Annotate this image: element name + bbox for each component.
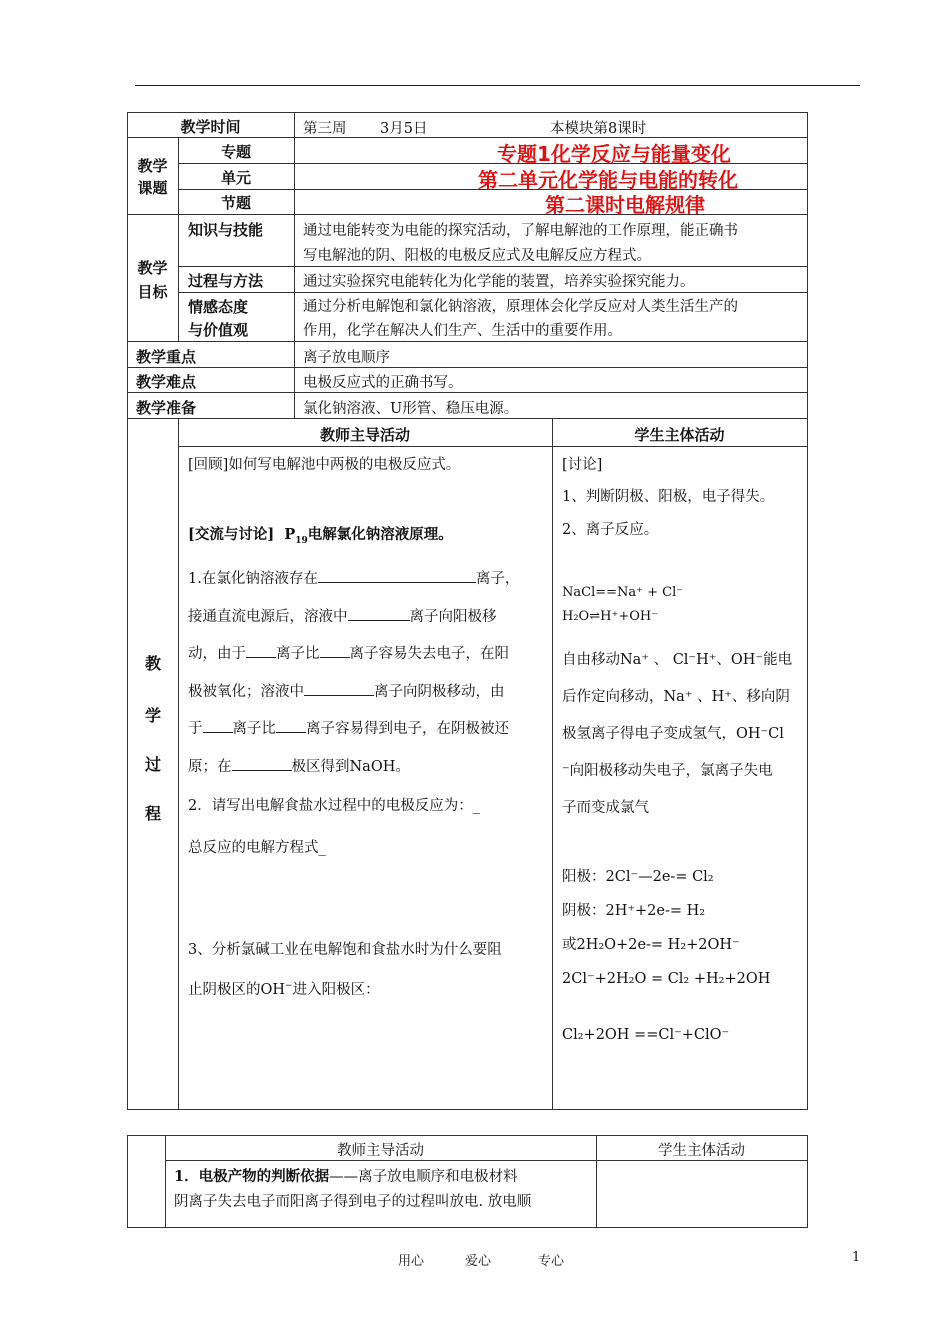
week: 第三周 <box>303 121 347 137</box>
topic-label-2: 单元 <box>220 169 251 187</box>
page-number: 1 <box>852 1250 861 1265</box>
student-point-1: 1、判断阴极、阳极，电子得失。 <box>562 489 775 505</box>
question-2: 2．请写出电解食盐水过程中的电极反应为：_ <box>188 798 480 814</box>
attitude-label: 情感态度 与价值观 <box>188 298 249 339</box>
process-label: 过程与方法 <box>188 272 264 290</box>
exchange-line: [交流与讨论] $P_{19}$电解氯化钠溶液原理。 <box>188 526 453 546</box>
equilibrium-arrow-icon: ⇌ <box>589 609 601 624</box>
lesson-number: 本模块第8课时 <box>550 121 647 137</box>
student-explanation: 自由移动Na⁺ 、 Cl⁻H⁺、OH⁻能电 后作定向移动，Na⁺ 、H⁺、移向阴 极氢离子得电子变成氢气，OH⁻Cl ⁻向阳极移动失电子，氯离子失电 子而变成氯气 <box>562 652 793 816</box>
teacher-header: 教师主导活动 <box>319 426 410 444</box>
date: 3月5日 <box>380 121 428 137</box>
process-side-2: 学 <box>145 706 162 725</box>
difficulty-value: 电极反应式的正确书写。 <box>303 375 463 391</box>
process-side-4: 程 <box>145 804 162 823</box>
top-rule <box>135 85 860 86</box>
topic-side-label: 教学 课题 <box>137 157 168 197</box>
knowledge-label: 知识与技能 <box>188 221 264 239</box>
review-text: [回顾]如何写电解池中两极的电极反应式。 <box>188 457 461 473</box>
attitude-text: 通过分析电解饱和氯化钠溶液，原理体会化学反应对人类生活生产的 作用，化学在解决人们生产、生活中的重要作用。 <box>303 299 738 339</box>
unit-title: 第二单元化学能与电能的转化 <box>478 168 738 192</box>
topic-label-1: 专题 <box>220 143 251 161</box>
process-side-3: 过 <box>145 755 162 774</box>
topic-label-3: 节题 <box>220 194 251 212</box>
time-label: 教学时间 <box>180 118 241 136</box>
focus-label: 教学重点 <box>136 348 197 366</box>
student-point-2: 2、离子反应。 <box>562 522 659 538</box>
question-3: 3、分析氯碱工业在电解饱和食盐水时为什么要阻 止阴极区的OH−进入阳极区： <box>188 942 502 998</box>
chlorine-equation: Cl₂+2OH ==Cl⁻+ClO⁻ <box>562 1027 730 1043</box>
prep-label: 教学准备 <box>136 399 197 417</box>
knowledge-text: 通过电能转变为电能的探究活动，了解电解池的工作原理，能正确书 写电解池的阴、阳极的电极反应式及电解反应方程式。 <box>303 223 738 264</box>
question-1: 1.在氯化钠溶液存在 离子， 接通直流电源后，溶液中 离子向阳极移 动，由于 离子比 离子容易失去电子，在阳 极被氧化；溶液中 离子向阴极移动，由 于 离子比 离子容易得到电子，在阴极被还 原；在 极区得到NaOH。 <box>188 561 548 786</box>
equation-nacl: NaCl==Na⁺ + Cl⁻ <box>562 585 684 600</box>
student-discuss: [讨论] <box>562 457 603 473</box>
difficulty-label: 教学难点 <box>136 373 197 391</box>
focus-value: 离子放电顺序 <box>303 350 390 366</box>
process-side-1: 教 <box>145 654 162 673</box>
table2-student-header: 学生主体活动 <box>658 1143 745 1159</box>
table2-content: 1．电极产物的判断依据——离子放电顺序和电极材料 阴离子失去电子而阳离子得到电子的过程叫放电. 放电顺 <box>174 1168 532 1210</box>
student-header: 学生主体活动 <box>634 426 725 444</box>
equation-water: H₂O⇌H⁺+OH⁻ <box>562 609 659 624</box>
prep-value: 氯化钠溶液、U形管、稳压电源。 <box>303 401 519 417</box>
question-2b: 总反应的电解方程式_ <box>188 840 326 856</box>
goals-side-label: 教学 目标 <box>137 259 168 301</box>
table2-teacher-header: 教师主导活动 <box>337 1143 424 1159</box>
process-text: 通过实验探究电能转化为化学能的装置，培养实验探究能力。 <box>303 274 695 290</box>
electrode-equations: 阳极：2Cl⁻—2e-= Cl₂ 阴极：2H⁺+2e-= H₂ 或2H₂O+2e-= H₂+2OH⁻ 2Cl⁻+2H₂O = Cl₂ +H₂+2OH <box>562 869 771 987</box>
topic-title: 专题1化学反应与能量变化 <box>497 142 731 166</box>
section-title: 第二课时电解规律 <box>545 193 705 217</box>
